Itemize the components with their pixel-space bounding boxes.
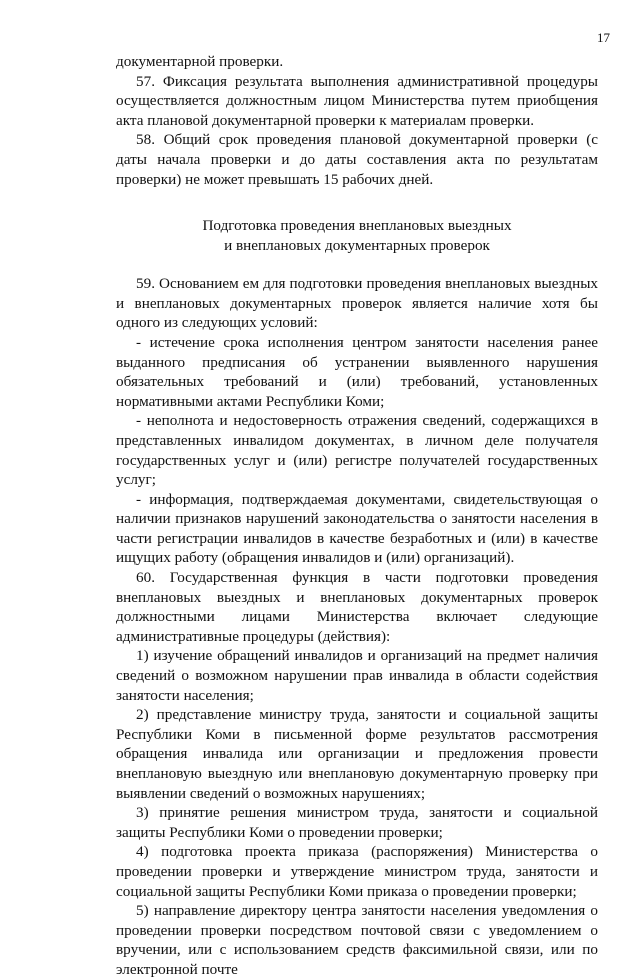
page-number: 17 (597, 30, 610, 45)
paragraph-60: 60. Государственная функция в части подготовки проведения внеплановых выездных и внеплановых документарных проверок должностными лицами Министерства включает следующие административные процедуры (действия): (116, 569, 598, 645)
paragraph-59: 59. Основанием ем для подготовки проведения внеплановых выездных и внеплановых документарных проверок является наличие хотя бы одного из следующих условий: (116, 275, 598, 332)
list-item-procedure-2: 2) представление министру труда, занятости и социальной защиты Республики Коми в письменной форме результатов рассмотрения обращения инвалида или организации и предложения провести внеплановую выездную или внеплановую документарную проверку при выявлении сведений о возможных нарушениях; (116, 706, 598, 802)
document-body (116, 52, 598, 980)
list-item-condition-2: - неполнота и недостоверность отражения сведений, содержащихся в представленных инвалидом документах, в личном деле получателя государственных услуг и (или) регистре получателей государственных услуг; (116, 412, 598, 489)
list-item-procedure-5: 5) направление директору центра занятости населения уведомления о проведении проверки посредством почтовой связи с уведомлением о вручении, или с использованием средств факсимильной связи, или по электронной почте (116, 902, 598, 978)
section-heading (116, 216, 598, 256)
list-item-condition-3: - информация, подтверждаемая документами, свидетельствующая о наличии признаков нарушений законодательства о занятости населения в части регистрации инвалидов в качестве безработных и (или) в качестве ищущих работу (обращения инвалидов и (или) организаций). (116, 490, 598, 567)
list-item-procedure-4: 4) подготовка проекта приказа (распоряжения) Министерства о проведении проверки и утверждение министром труда, занятости и социальной защиты Республики Коми приказа о проведении проверки; (116, 843, 598, 900)
paragraph-58: 58. Общий срок проведения плановой документарной проверки (с даты начала проверки и до даты составления акта по результатам проверки) не может превышать 15 рабочих дней. (116, 131, 598, 188)
section-heading-line-2: и внеплановых документарных проверок (224, 237, 490, 255)
paragraph-57: 57. Фиксация результата выполнения административной процедуры осуществляется должностным лицом Министерства путем приобщения акта плановой документарной проверки к материалам проверки. (116, 72, 598, 129)
paragraph-continuation: документарной проверки. (116, 53, 284, 70)
list-item-procedure-1: 1) изучение обращений инвалидов и организаций на предмет наличия сведений о возможном нарушении прав инвалида в области содействия занятости населения; (116, 647, 598, 704)
list-item-condition-1: - истечение срока исполнения центром занятости населения ранее выданного предписания об устранении выявленного нарушения обязательных требований и (или) требований, установленных нормативными актами Республики Коми; (116, 333, 598, 410)
list-item-procedure-3: 3) принятие решения министром труда, занятости и социальной защиты Республики Коми о проведении проверки; (116, 804, 598, 841)
section-heading-line-1: Подготовка проведения внеплановых выездных (202, 217, 512, 235)
